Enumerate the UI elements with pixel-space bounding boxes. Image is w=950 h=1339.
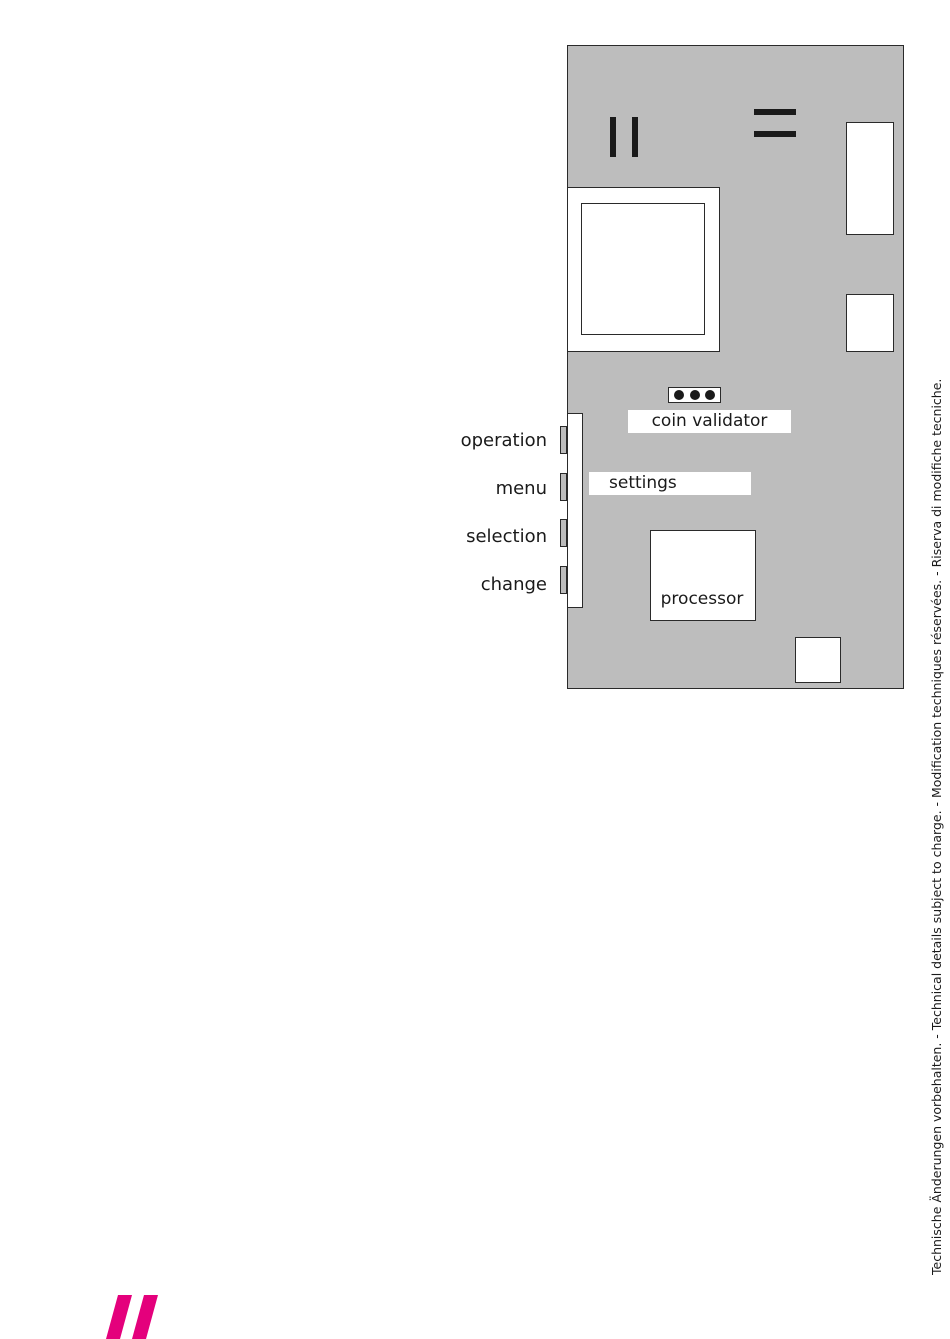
vertical-bar-marker-left — [610, 117, 616, 157]
processor-label: processor — [660, 589, 744, 609]
menu-button-label: menu — [495, 478, 547, 499]
coin-validator-label: coin validator — [628, 410, 791, 433]
display-module-inner — [581, 203, 705, 335]
pin-dot — [690, 390, 700, 400]
change-button-label: change — [480, 574, 547, 595]
double-slash-icon — [105, 1295, 163, 1339]
legal-disclaimer: Technische Änderungen vorbehalten. - Technical details subject to charge. - Modification techniques réservées. - Riserva di modifiche tecniche. — [929, 378, 944, 1275]
horizontal-bar-marker-bottom — [754, 131, 796, 137]
connector-top-right — [846, 122, 894, 235]
horizontal-bar-marker-top — [754, 109, 796, 115]
pin-dot — [674, 390, 684, 400]
connector-bottom — [795, 637, 841, 683]
connector-middle-right — [846, 294, 894, 352]
pin-dot — [705, 390, 715, 400]
operation-button-label: operation — [460, 430, 547, 451]
selection-button[interactable] — [560, 519, 567, 547]
settings-label: settings — [589, 472, 751, 495]
selection-button-label: selection — [466, 526, 547, 547]
menu-button[interactable] — [560, 473, 567, 501]
button-strip — [567, 413, 583, 608]
change-button[interactable] — [560, 566, 567, 594]
operation-button[interactable] — [560, 426, 567, 454]
jumper-pins — [668, 387, 721, 403]
vertical-bar-marker-right — [632, 117, 638, 157]
